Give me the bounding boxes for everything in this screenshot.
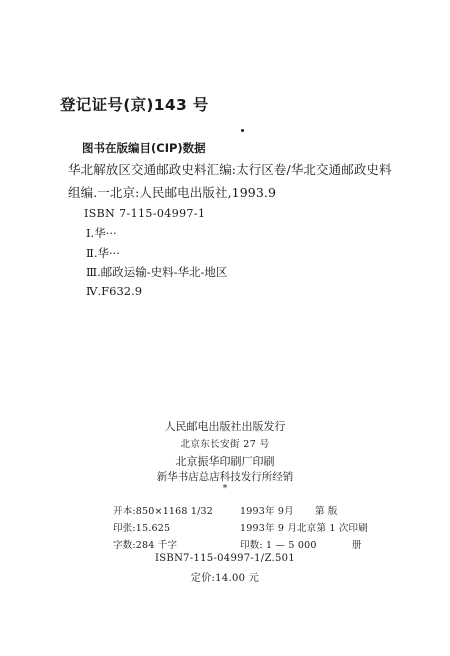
cip-subject-3: Ⅲ.邮政运输-史料-华北-地区 xyxy=(86,265,228,279)
word-count: 字数:284 千字 xyxy=(113,540,178,551)
registration-number: 登记证号(京)143 号 xyxy=(60,96,209,114)
ink-dot xyxy=(241,129,244,132)
sheets-spec: 印张:15.625 xyxy=(113,523,171,534)
edition-date: 1993年 9月 xyxy=(240,506,294,517)
cip-description-line-1: 华北解放区交通邮政史料汇编:太行区卷/华北交通邮政史料 xyxy=(68,162,392,177)
cip-isbn: ISBN 7-115-04997-1 xyxy=(84,207,206,220)
format-spec: 开本:850×1168 1/32 xyxy=(113,506,214,517)
print-run: 印数: 1 — 5 000 xyxy=(240,540,317,551)
cip-heading: 图书在版编目(CIP)数据 xyxy=(82,141,206,155)
publisher-line: 人民邮电出版社出版发行 xyxy=(164,420,286,433)
distributor-line: 新华书店总店科技发行所经销 xyxy=(156,471,294,483)
publisher-address: 北京东长安街 27 号 xyxy=(180,439,270,450)
cip-description-line-2: 组编.一北京:人民邮电出版社,1993.9 xyxy=(68,185,276,200)
print-date: 1993年 9 月北京第 1 次印刷 xyxy=(240,523,368,534)
price-line: 定价:14.00 元 xyxy=(190,573,260,584)
volume-unit: 册 xyxy=(352,540,362,551)
cip-subject-4: Ⅳ.F632.9 xyxy=(86,284,143,298)
cip-subject-2: Ⅱ.华··· xyxy=(86,246,120,260)
printer-line: 北京振华印刷厂印刷 xyxy=(175,455,275,468)
full-isbn: ISBN7-115-04997-1/Z.501 xyxy=(155,553,295,564)
cip-subject-1: Ⅰ.华··· xyxy=(86,226,117,240)
separator-star: * xyxy=(222,484,228,494)
edition-label: 第 版 xyxy=(315,506,338,517)
